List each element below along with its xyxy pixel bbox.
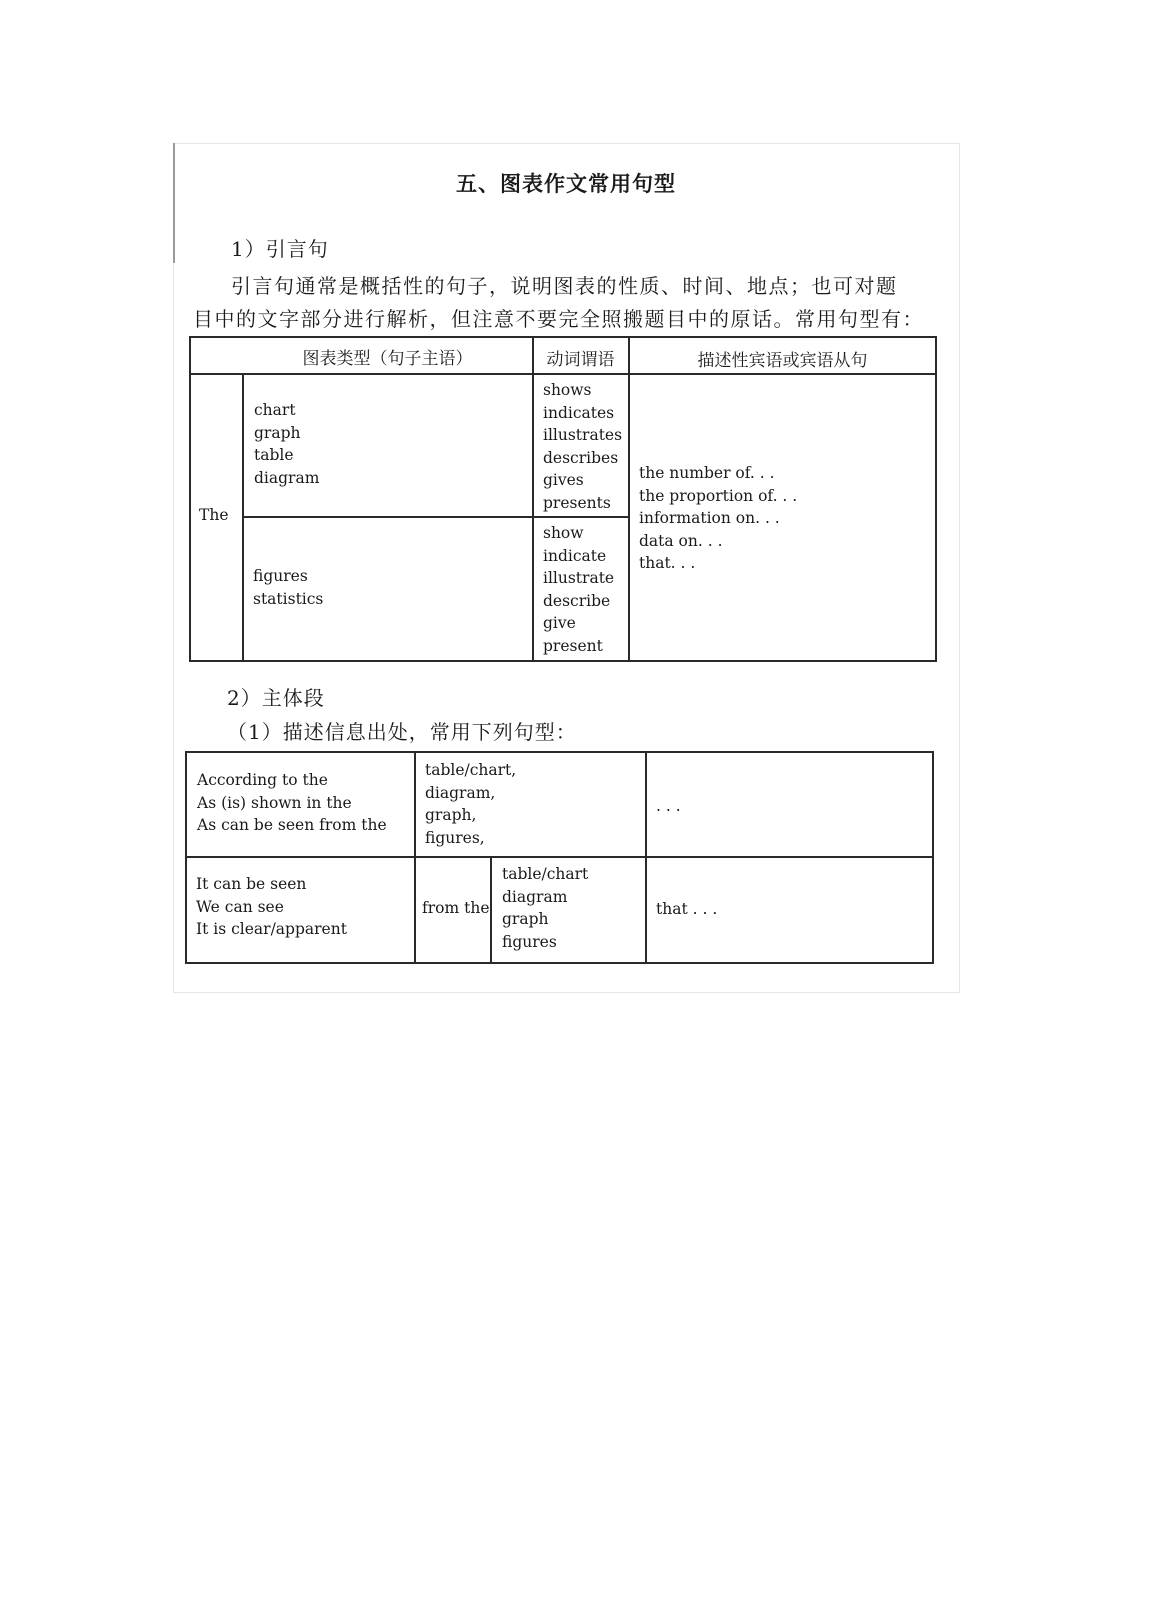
table2-row2-phrases: [196, 873, 347, 941]
table1-header-object: 描述性宾语或宾语从句: [697, 351, 868, 371]
table2-row1-sources: [425, 759, 516, 849]
list-item: figures: [502, 932, 557, 951]
section-2-heading: 2）主体段: [227, 686, 325, 710]
list-item: illustrates: [543, 426, 623, 444]
list-item: the proportion of. . .: [639, 486, 798, 505]
list-item: It is clear/apparent: [196, 920, 347, 938]
table1-header-divider: [190, 373, 936, 375]
section-1-heading: 1）引言句: [231, 237, 329, 261]
table1-verb-divider: [628, 337, 630, 661]
table1-article: The: [199, 506, 229, 524]
list-item: indicate: [543, 546, 607, 565]
table1-row-divider: [243, 516, 629, 518]
list-item: According to the: [197, 771, 328, 789]
list-item: information on. . .: [639, 509, 780, 527]
table2-row2-tail: that . . .: [656, 900, 718, 918]
list-item: present: [543, 636, 603, 655]
list-item: indicates: [543, 403, 615, 422]
table1-objects: [639, 462, 797, 575]
section-2-subheading: （1）描述信息出处，常用下列句型：: [227, 720, 577, 744]
list-item: graph,: [425, 806, 477, 824]
scan-edge: [173, 143, 175, 263]
list-item: We can see: [196, 897, 284, 916]
table1-article-divider: [242, 374, 244, 661]
table2-row2-connector: from the: [422, 899, 490, 917]
list-item: data on. . .: [639, 531, 723, 550]
list-item: gives: [543, 471, 584, 489]
list-item: graph: [502, 910, 549, 928]
table1-header-subject: 图表类型（句子主语）: [302, 349, 473, 369]
list-item: that. . .: [639, 554, 696, 572]
list-item: chart: [254, 401, 296, 419]
list-item: give: [543, 614, 576, 632]
table1-subject-divider: [532, 337, 534, 661]
list-item: table/chart: [502, 865, 589, 883]
table1-nouns-plural: [253, 565, 323, 610]
table2-row-divider: [186, 856, 933, 858]
list-item: statistics: [253, 589, 324, 608]
list-item: table/chart,: [425, 761, 517, 779]
table1-verbs-plural: [543, 522, 614, 657]
list-item: the number of. . .: [639, 464, 775, 482]
intro-paragraph-line-1: 引言句通常是概括性的句子，说明图表的性质、时间、地点；也可对题: [231, 274, 898, 298]
page-title: 五、图表作文常用句型: [456, 171, 676, 196]
list-item: show: [543, 524, 584, 542]
list-item: diagram,: [425, 783, 496, 802]
list-item: describes: [543, 448, 619, 467]
table2-row1-phrases: [197, 769, 387, 837]
list-item: presents: [543, 493, 611, 512]
intro-paragraph-line-2: 目中的文字部分进行解析，但注意不要完全照搬题目中的原话。常用句型有：: [193, 307, 924, 331]
list-item: graph: [254, 423, 301, 442]
list-item: figures: [253, 567, 308, 585]
list-item: table: [254, 446, 294, 464]
table1-header-verb: 动词谓语: [546, 350, 615, 370]
table2-phrase-divider: [414, 752, 416, 963]
list-item: It can be seen: [196, 875, 307, 893]
list-item: As (is) shown in the: [197, 793, 352, 812]
list-item: shows: [543, 381, 592, 399]
list-item: diagram: [254, 468, 320, 487]
list-item: diagram: [502, 887, 568, 906]
table1-nouns-singular: [254, 399, 319, 489]
table2-row2-sources: [502, 863, 588, 953]
table2-row1-tail: . . .: [656, 797, 681, 815]
list-item: As can be seen from the: [197, 816, 387, 834]
list-item: describe: [543, 591, 611, 610]
table2-source-divider: [645, 752, 647, 963]
table2-connector-divider: [490, 857, 492, 963]
list-item: illustrate: [543, 569, 615, 587]
list-item: figures,: [425, 828, 485, 847]
table1-verbs-singular: [543, 379, 622, 514]
